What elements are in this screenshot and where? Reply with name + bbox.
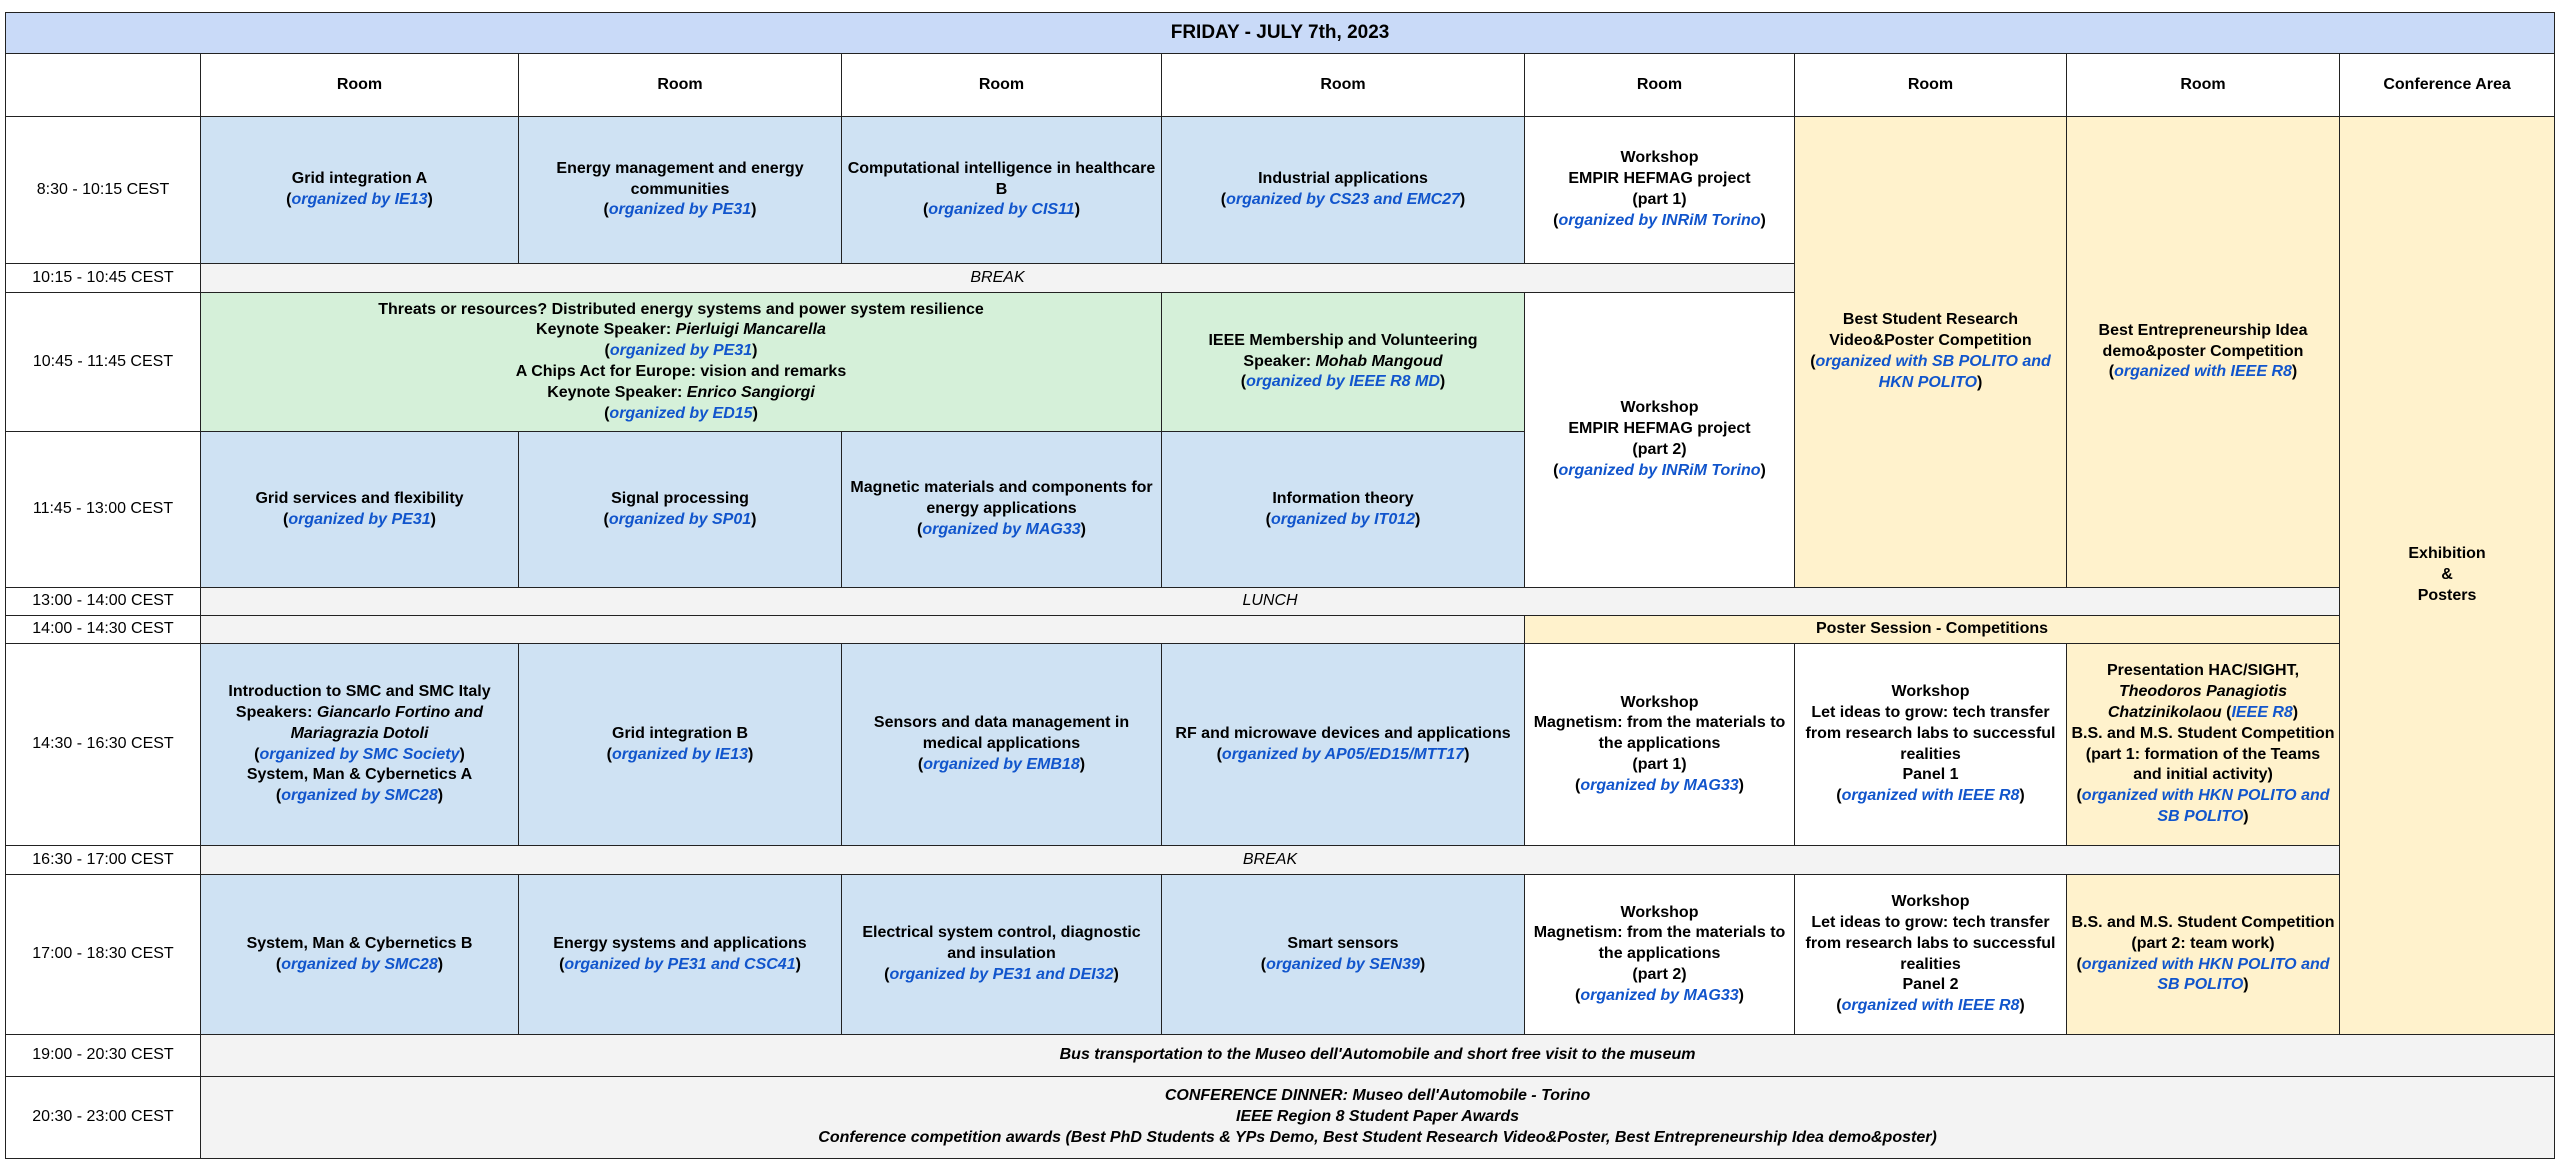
- speakers-names: Giancarlo Fortino and Mariagrazia Dotoli: [290, 703, 484, 742]
- dinner-title: CONFERENCE DINNER: Museo dell'Automobile - Torino: [1164, 1087, 1591, 1105]
- header-time: [6, 54, 201, 117]
- organizer: organized by IT012: [1270, 510, 1416, 528]
- time-slot: 8:30 - 10:15 CEST: [6, 117, 201, 264]
- session-title: System, Man & Cybernetics B: [246, 934, 473, 952]
- session-cell: Grid services and flexibility (organized by PE31): [201, 432, 519, 588]
- keynote-speaker: Enrico Sangiorgi: [686, 383, 815, 401]
- time-slot: 10:15 - 10:45 CEST: [6, 264, 201, 293]
- poster-session-cell: Poster Session - Competitions: [1525, 616, 2340, 644]
- session-cell: Energy systems and applications (organized by PE31 and CSC41): [519, 875, 842, 1035]
- session-title: Smart sensors: [1287, 934, 1399, 952]
- workshop-label: Workshop: [1891, 893, 1970, 911]
- session-cell: Information theory (organized by IT012): [1162, 432, 1525, 588]
- session-cell: Grid integration A (organized by IE13): [201, 117, 519, 264]
- speakers-label: Speakers:: [235, 703, 317, 721]
- session-title: Signal processing: [611, 489, 749, 507]
- workshop-label: Workshop: [1620, 903, 1699, 921]
- session-title: Computational intelligence in healthcare B: [847, 159, 1156, 198]
- competition-title: Best Student Research Video&Poster Competition: [1829, 311, 2032, 350]
- competition-cell: B.S. and M.S. Student Competition (part 2: team work) (organized with HKN POLITO and SB POLITO): [2067, 875, 2340, 1035]
- dinner-cell: [201, 1077, 2555, 1159]
- session-cell: RF and microwave devices and applications (organized by AP05/ED15/MTT17): [1162, 644, 1525, 846]
- organizer: organized with IEEE R8: [1841, 787, 2020, 805]
- session-title: Grid integration B: [612, 724, 748, 742]
- session-title: IEEE Membership and Volunteering: [1208, 331, 1478, 349]
- awards-line: IEEE Region 8 Student Paper Awards: [1236, 1108, 1520, 1126]
- keynote-label: Keynote Speaker:: [536, 321, 676, 339]
- session-title: Energy systems and applications: [553, 934, 807, 952]
- keynote-cell: Threats or resources? Distributed energy systems and power system resilience Keynote Speaker: Pierluigi Mancarella (organized by PE31) A Chips Act for Europe: vision and remarks Keynote Speaker: Enrico Sangiorgi (organized by ED15): [201, 293, 1162, 432]
- organizer: organized by SP01: [608, 510, 752, 528]
- break-cell: BREAK: [201, 846, 2340, 875]
- competition-part: (part 1: formation of the Teams and initial activity): [2085, 745, 2321, 784]
- session-title: Magnetic materials and components for energy applications: [850, 479, 1153, 518]
- organizer: organized by PE31: [288, 510, 431, 528]
- workshop-cell: Workshop Magnetism: from the materials to the applications (part 2) (organized by MAG33): [1525, 875, 1795, 1035]
- workshop-cell: Workshop EMPIR HEFMAG project (part 1) (organized by INRiM Torino): [1525, 117, 1795, 264]
- session-title: Sensors and data management in medical applications: [873, 714, 1130, 753]
- organizer: organized with HKN POLITO and SB POLITO: [2081, 787, 2330, 825]
- session-title: Industrial applications: [1258, 170, 1428, 188]
- header-conference-area: Conference Area: [2340, 54, 2555, 117]
- organizer: organized by CS23 and EMC27: [1226, 191, 1460, 208]
- awards-line: Conference competition awards (Best PhD Students & YPs Demo, Best Student Research Video&Poster, Best Entrepreneurship Idea demo&poster): [818, 1128, 1937, 1146]
- organizer: organized by AP05/ED15/MTT17: [1221, 745, 1465, 763]
- workshop-label: Workshop: [1620, 149, 1699, 167]
- organizer: organized by PE31 and DEI32: [889, 965, 1114, 983]
- time-slot: 17:00 - 18:30 CEST: [6, 875, 201, 1035]
- organizer: organized by SMC Society: [259, 745, 460, 763]
- session-title: RF and microwave devices and applications: [1175, 724, 1511, 742]
- workshop-cell: Workshop Let ideas to grow: tech transfer from research labs to successful realities Panel 2 (organized with IEEE R8): [1795, 875, 2067, 1035]
- competition-title: B.S. and M.S. Student Competition: [2071, 913, 2335, 931]
- workshop-label: Workshop: [1620, 399, 1699, 417]
- organizer: organized by CIS11: [928, 201, 1075, 219]
- empty-cell: [201, 616, 1525, 644]
- organizer: organized with HKN POLITO and SB POLITO: [2081, 955, 2330, 994]
- workshop-label: Workshop: [1620, 693, 1699, 711]
- keynote-title: A Chips Act for Europe: vision and remarks: [515, 363, 847, 380]
- organizer: organized by EMB18: [923, 755, 1080, 773]
- keynote-speaker: Pierluigi Mancarella: [675, 321, 826, 339]
- session-cell: System, Man & Cybernetics B (organized by SMC28): [201, 875, 519, 1035]
- presenter-name: Theodoros Panagiotis Chatzinikolaou: [2107, 683, 2287, 721]
- session-title: Electrical system control, diagnostic and insulation: [862, 924, 1141, 963]
- workshop-part: (part 2): [1632, 441, 1687, 458]
- organizer: organized by SMC28: [281, 955, 438, 973]
- session-title: Grid services and flexibility: [255, 489, 464, 507]
- organizer: organized by IE13: [611, 745, 749, 763]
- organizer: organized by ED15: [609, 404, 753, 422]
- session-cell: Magnetic materials and components for energy applications (organized by MAG33): [842, 432, 1162, 588]
- workshop-title: Magnetism: from the materials to the applications: [1533, 924, 1786, 963]
- workshop-part: (part 1): [1632, 755, 1687, 773]
- workshop-title: Let ideas to grow: tech transfer from research labs to successful realities: [1805, 703, 2056, 763]
- time-slot: 11:45 - 13:00 CEST: [6, 432, 201, 588]
- organizer: organized by MAG33: [1580, 776, 1739, 794]
- organizer: organized with IEEE R8: [1841, 997, 2020, 1015]
- session-cell: Electrical system control, diagnostic and insulation (organized by PE31 and DEI32): [842, 875, 1162, 1035]
- competition-cell: Best Student Research Video&Poster Competition (organized with SB POLITO and HKN POLITO): [1795, 117, 2067, 588]
- header-room-2: Room: [519, 54, 842, 117]
- organizer: organized by INRiM Torino: [1558, 461, 1761, 479]
- organizer: organized by INRiM Torino: [1558, 211, 1761, 229]
- lunch-cell: LUNCH: [201, 588, 2340, 616]
- organizer: organized by PE31: [608, 201, 752, 219]
- time-slot: 14:00 - 14:30 CEST: [6, 616, 201, 644]
- session-cell: Computational intelligence in healthcare B (organized by CIS11): [842, 117, 1162, 264]
- organizer: organized with IEEE R8: [2114, 363, 2292, 381]
- session-cell: Grid integration B (organized by IE13): [519, 644, 842, 846]
- keynote-title: Threats or resources? Distributed energy systems and power system resilience: [378, 300, 984, 318]
- exhibition-amp: &: [2441, 566, 2453, 584]
- page-title: FRIDAY - JULY 7th, 2023: [6, 13, 2555, 54]
- organizer: IEEE R8: [2231, 703, 2293, 721]
- bus-cell: Bus transportation to the Museo dell'Automobile and short free visit to the museum: [201, 1035, 2555, 1077]
- time-slot: 14:30 - 16:30 CEST: [6, 644, 201, 846]
- competition-part: (part 2: team work): [2131, 934, 2275, 952]
- session-cell: Industrial applications (organized by CS23 and EMC27): [1162, 117, 1525, 264]
- workshop-title: Let ideas to grow: tech transfer from research labs to successful realities: [1805, 913, 2056, 973]
- workshop-title: Magnetism: from the materials to the applications: [1533, 714, 1786, 753]
- competition-title: Best Entrepreneurship Idea demo&poster Competition: [2098, 321, 2308, 360]
- session-title: Grid integration A: [291, 170, 428, 188]
- exhibition-cell: [2340, 117, 2555, 1035]
- speaker-name: Mohab Mangoud: [1315, 352, 1443, 370]
- exhibition-label: Exhibition: [2408, 545, 2486, 563]
- organizer: organized by PE31 and CSC41: [564, 955, 796, 973]
- session-title: Introduction to SMC and SMC Italy: [228, 683, 491, 701]
- schedule-table: [5, 12, 2555, 1159]
- organizer: organized by MAG33: [1580, 986, 1739, 1004]
- session-cell: IEEE Membership and Volunteering Speaker: Mohab Mangoud (organized by IEEE R8 MD): [1162, 293, 1525, 432]
- organizer: organized by SMC28: [281, 787, 438, 805]
- workshop-cell: Workshop EMPIR HEFMAG project (part 2) (organized by INRiM Torino): [1525, 293, 1795, 588]
- session-title: System, Man & Cybernetics A: [246, 766, 473, 784]
- header-room-4: Room: [1162, 54, 1525, 117]
- header-room-3: Room: [842, 54, 1162, 117]
- break-cell: BREAK: [201, 264, 1795, 293]
- presentation-title: Presentation HAC/SIGHT,: [2106, 662, 2300, 680]
- header-room-5: Room: [1525, 54, 1795, 117]
- competition-cell: Presentation HAC/SIGHT, Theodoros Panagiotis Chatzinikolaou (IEEE R8) B.S. and M.S. Student Competition (part 1: formation of the Teams and initial activity) (organized with HKN POLITO and SB POLITO): [2067, 644, 2340, 846]
- time-slot: 13:00 - 14:00 CEST: [6, 588, 201, 616]
- time-slot: 19:00 - 20:30 CEST: [6, 1035, 201, 1077]
- workshop-part: (part 1): [1632, 191, 1687, 208]
- workshop-cell: Workshop Let ideas to grow: tech transfer from research labs to successful realities Panel 1 (organized with IEEE R8): [1795, 644, 2067, 846]
- workshop-title: EMPIR HEFMAG project: [1568, 170, 1751, 188]
- workshop-label: Workshop: [1891, 683, 1970, 701]
- workshop-part: (part 2): [1632, 965, 1687, 983]
- session-cell: Smart sensors (organized by SEN39): [1162, 875, 1525, 1035]
- organizer: organized by PE31: [609, 342, 753, 360]
- time-slot: 16:30 - 17:00 CEST: [6, 846, 201, 875]
- session-cell: Signal processing (organized by SP01): [519, 432, 842, 588]
- workshop-title: EMPIR HEFMAG project: [1568, 420, 1751, 438]
- workshop-panel: Panel 2: [1902, 976, 1959, 994]
- competition-title: B.S. and M.S. Student Competition: [2071, 724, 2335, 742]
- header-room-6: Room: [1795, 54, 2067, 117]
- competition-cell: Best Entrepreneurship Idea demo&poster Competition (organized with IEEE R8): [2067, 117, 2340, 588]
- organizer: organized by MAG33: [922, 520, 1081, 538]
- session-cell: Energy management and energy communities (organized by PE31): [519, 117, 842, 264]
- organizer: organized by IE13: [291, 191, 428, 208]
- session-cell: Sensors and data management in medical applications (organized by EMB18): [842, 644, 1162, 846]
- header-room-7: Room: [2067, 54, 2340, 117]
- workshop-cell: Workshop Magnetism: from the materials to the applications (part 1) (organized by MAG33): [1525, 644, 1795, 846]
- session-cell: Introduction to SMC and SMC Italy Speakers: Giancarlo Fortino and Mariagrazia Dotoli (organized by SMC Society) System, Man & Cybernetics A (organized by SMC28): [201, 644, 519, 846]
- posters-label: Posters: [2417, 586, 2477, 604]
- keynote-label: Keynote Speaker:: [547, 383, 687, 401]
- session-title: Energy management and energy communities: [556, 159, 804, 198]
- session-title: Information theory: [1272, 489, 1414, 507]
- workshop-panel: Panel 1: [1902, 766, 1959, 784]
- time-slot: 10:45 - 11:45 CEST: [6, 293, 201, 432]
- organizer: organized with SB POLITO and HKN POLITO: [1815, 353, 2051, 391]
- organizer: organized by IEEE R8 MD: [1246, 373, 1440, 391]
- organizer: organized by SEN39: [1266, 955, 1420, 973]
- time-slot: 20:30 - 23:00 CEST: [6, 1077, 201, 1159]
- speaker-label: Speaker:: [1243, 352, 1316, 370]
- header-room-1: Room: [201, 54, 519, 117]
